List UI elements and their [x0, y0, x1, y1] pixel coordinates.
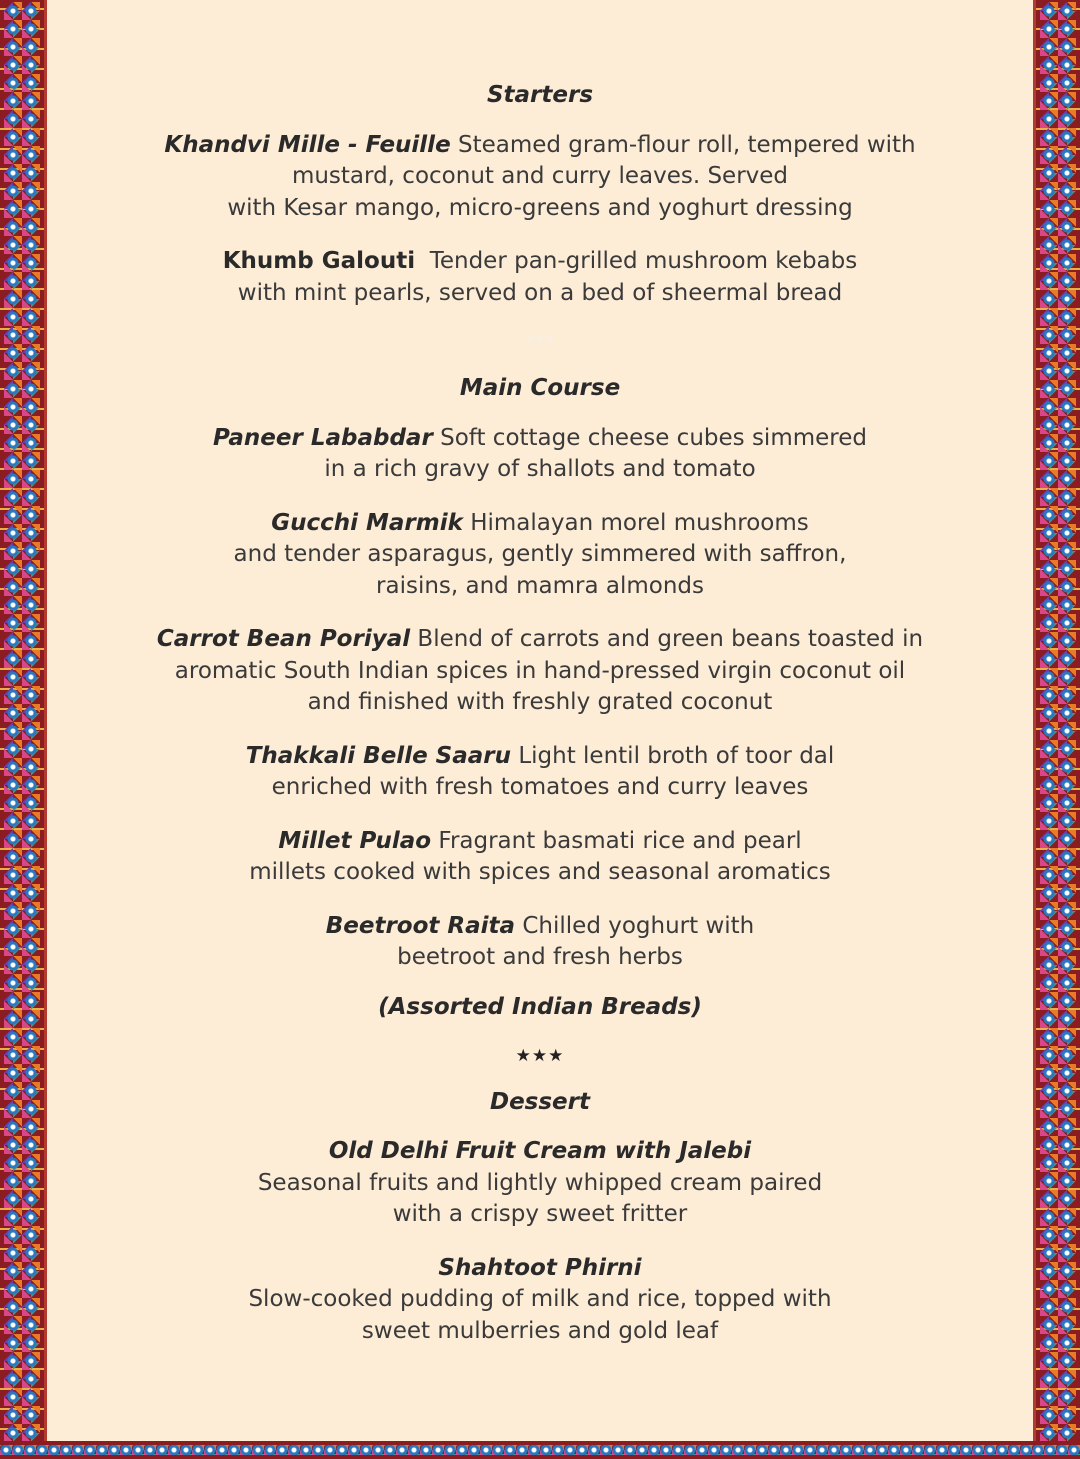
right-decorative-border [1036, 0, 1080, 1459]
dish-carrot-bean-poriyal [60, 624, 1020, 719]
dish-description: Fragrant basmati rice and pearl [431, 827, 802, 854]
dish-millet-pulao [60, 826, 1020, 889]
dish-shahtoot-phirni [60, 1253, 1020, 1348]
dish-name: Old Delhi Fruit Cream with Jalebi [328, 1138, 752, 1164]
dish-description: and tender asparagus, gently simmered with saffron, [233, 541, 847, 567]
menu-content [60, 80, 1020, 1347]
dish-description: Soft cottage cheese cubes simmered [432, 424, 867, 451]
dish-description: Seasonal fruits and lightly whipped cream paired [257, 1169, 823, 1196]
dish-name: Millet Pulao [278, 827, 432, 854]
dish-gucchi-marmik [60, 508, 1020, 603]
dish-name: (Assorted Indian Breads) [378, 993, 702, 1020]
dish-description: Light lentil broth of toor dal [511, 742, 835, 769]
dish-name: Gucchi Marmik [271, 509, 463, 536]
dish-description: Steamed gram-flour roll, tempered with [450, 131, 916, 158]
dish-description: beetroot and fresh herbs [397, 944, 683, 970]
dish-description: Slow-cooked pudding of milk and rice, topped with [248, 1286, 832, 1312]
right-inner-rule [1033, 0, 1036, 1441]
section-separator: ★★★ [515, 1046, 565, 1066]
dish-description: and finished with freshly grated coconut [307, 689, 773, 715]
dish-khumb-galouti [60, 246, 1020, 309]
dish-name: Khumb Galouti [222, 248, 416, 274]
dish-description: millets cooked with spices and seasonal aromatics [249, 859, 831, 885]
section-title-starters: Starters [486, 82, 594, 108]
dish-description: sweet mulberries and gold leaf [361, 1317, 719, 1344]
dish-name: Paneer Lababdar [213, 424, 433, 451]
bottom-decorative-border [0, 1441, 1080, 1459]
dish-description: Blend of carrots and green beans toasted in [410, 626, 924, 652]
dish-name: Beetroot Raita [325, 912, 516, 939]
dish-khandvi [60, 130, 1020, 225]
dish-description: enriched with fresh tomatoes and curry leaves [271, 774, 809, 800]
dish-description: aromatic South Indian spices in hand-pressed virgin coconut oil [174, 657, 906, 684]
dish-description: with mint pearls, served on a bed of sheermal bread [237, 279, 843, 306]
dish-name: Thakkali Belle Saaru [245, 742, 512, 769]
dish-description: mustard, coconut and curry leaves. Served [291, 163, 789, 189]
dish-name: Khandvi Mille - Feuille [164, 131, 451, 158]
dish-old-delhi-fruit-cream [60, 1136, 1020, 1231]
dish-description: raisins, and mamra almonds [376, 572, 704, 599]
dish-name: Carrot Bean Poriyal [156, 626, 411, 652]
dish-beetroot-raita [60, 911, 1020, 974]
dish-description: Himalayan morel mushrooms [462, 509, 809, 536]
dish-description: Tender pan-grilled mushroom kebabs [415, 248, 858, 274]
left-inner-rule [44, 0, 47, 1441]
dish-description: Chilled yoghurt with [515, 912, 755, 939]
dish-description: with a crispy sweet fritter [392, 1201, 688, 1227]
dish-paneer-lababdar [60, 423, 1020, 486]
dish-name: Shahtoot Phirni [438, 1254, 642, 1281]
assorted-breads [60, 992, 1020, 1024]
faint-separator: *** [525, 330, 555, 354]
dish-description: with Kesar mango, micro-greens and yoghurt dressing [227, 194, 853, 221]
dish-thakkali-belle-saaru [60, 741, 1020, 804]
left-decorative-border [0, 0, 44, 1459]
dish-description: in a rich gravy of shallots and tomato [324, 456, 756, 482]
section-title-main-course: Main Course [459, 375, 621, 401]
section-title-dessert: Dessert [489, 1088, 590, 1115]
